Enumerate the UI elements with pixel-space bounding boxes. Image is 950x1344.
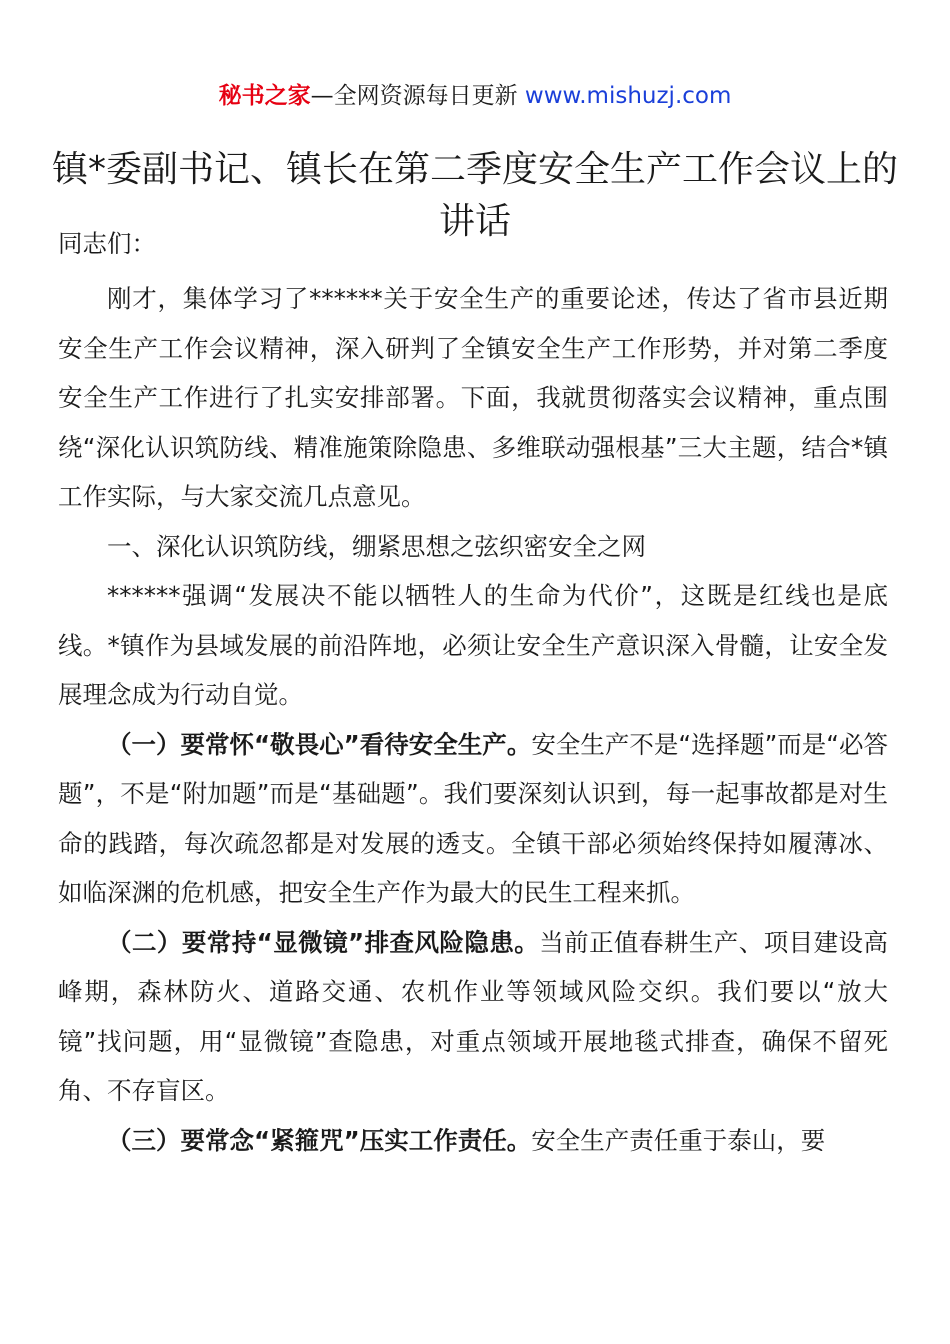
point-lead-3: （三）要常念“紧箍咒”压实工作责任。 <box>107 1125 532 1155</box>
point-paragraph-2 <box>58 918 888 1116</box>
site-header <box>0 80 950 112</box>
section-heading: 一、深化认识筑防线，绷紧思想之弦织密安全之网 <box>107 531 646 561</box>
document-title: 镇*委副书记、镇长在第二季度安全生产工作会议上的讲话 <box>51 149 898 243</box>
site-brand: 秘书之家 <box>218 83 311 109</box>
point-text-2: 当前正值春耕生产、项目建设高峰期，森林防火、道路交通、农机作业等领域风险交织。我们要以“放大镜”找问题，用“显微镜”查隐患，对重点领域开展地毯式排查，确保不留死角、不存盲区。 <box>58 927 889 1105</box>
section-paragraph: ******强调“发展决不能以牺牲人的生命为代价”，这既是红线也是底线。*镇作为县域发展的前沿阵地，必须让安全生产意识深入骨髓，让安全发展理念成为行动自觉。 <box>58 581 888 709</box>
point-text-1: 安全生产不是“选择题”而是“必答题”，不是“附加题”而是“基础题”。我们要深刻认识到，每一起事故都是对生命的践踏，每次疏忽都是对发展的透支。全镇干部必须始终保持如履薄冰、如临深渊的危机感，把安全生产作为最大的民生工程来抓。 <box>58 729 889 907</box>
point-paragraph-1 <box>58 720 888 918</box>
document-body <box>58 224 888 1165</box>
point-lead-2: （二）要常持“显微镜”排查风险隐患。 <box>107 927 540 957</box>
point-paragraph-3 <box>58 1116 888 1166</box>
site-url-link[interactable]: www.mishuzj.com <box>524 83 732 109</box>
intro-paragraph: 刚才，集体学习了******关于安全生产的重要论述，传达了省市县近期安全生产工作会议精神，深入研判了全镇安全生产工作形势，并对第二季度安全生产工作进行了扎实安排部署。下面，我就贯彻落实会议精神，重点围绕“深化认识筑防线、精准施策除隐患、多维联动强根基”三大主题，结合*镇工作实际，与大家交流几点意见。 <box>58 284 888 511</box>
point-text-3: 安全生产责任重于泰山，要 <box>531 1125 826 1155</box>
site-slogan: —全网资源每日更新 <box>310 83 518 109</box>
point-lead-1: （一）要常怀“敬畏心”看待安全生产。 <box>107 729 532 759</box>
greeting: 同志们： <box>58 229 156 258</box>
